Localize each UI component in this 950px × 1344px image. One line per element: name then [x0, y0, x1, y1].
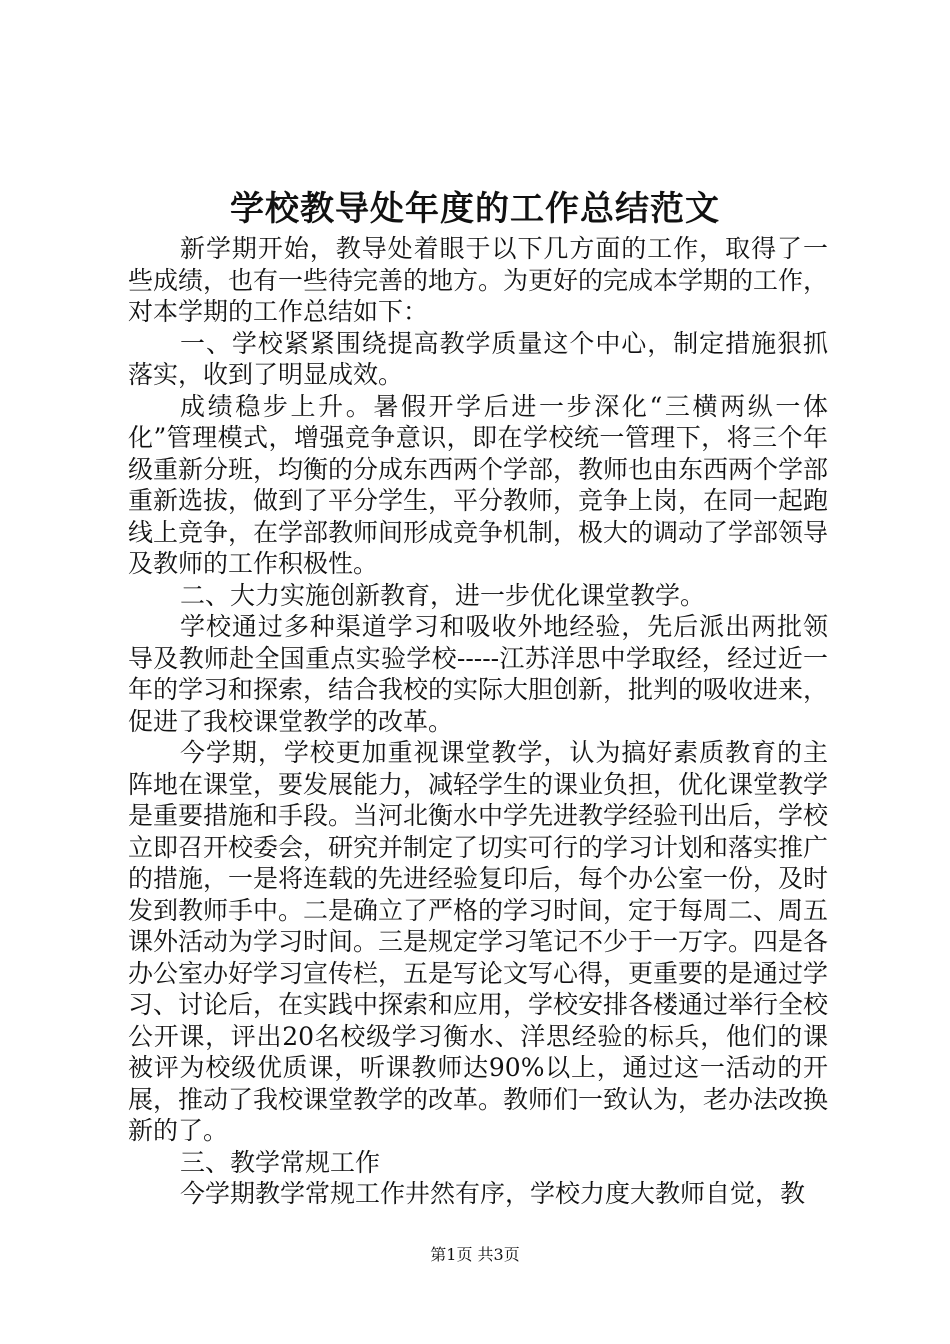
- page-footer: 第1页 共3页: [430, 1245, 520, 1264]
- paragraph-results: 成绩稳步上升。暑假开学后进一步深化“三横两纵一体化”管理模式，增强竞争意识，即在学校统一管理下，将三个年级重新分班，均衡的分成东西两个学部，教师也由东西两个学部重新选拔，做到了平分学生，平分教师，竞争上岗，在同一起跑线上竞争，在学部教师间形成竞争机制，极大的调动了学部领导及教师的工作积极性。: [128, 391, 829, 578]
- paragraph-this-term: 今学期，学校更加重视课堂教学，认为搞好素质教育的主阵地在课堂，要发展能力，减轻学生的课业负担，优化课堂教学是重要措施和手段。当河北衡水中学先进教学经验刊出后，学校立即召开校委会，研究并制定了切实可行的学习计划和落实推广的措施，一是将连载的先进经验复印后，每个办公室一份，及时发到教师手中。二是确立了严格的学习时间，定于每周二、周五课外活动为学习时间。三是规定学习笔记不少于一万字。四是各办公室办好学习宣传栏，五是写论文写心得，更重要的是通过学习、讨论后，在实践中探索和应用，学校安排各楼通过举行全校公开课，评出20名校级学习衡水、洋思经验的标兵，他们的课被评为校级优质课，听课教师达90%以上，通过这一活动的开展，推动了我校课堂教学的改革。教师们一致认为，老办法改换新的了。: [128, 738, 829, 1145]
- document-body: [128, 233, 828, 1210]
- paragraph-routine: 今学期教学常规工作井然有序，学校力度大教师自觉，教: [180, 1179, 806, 1208]
- heading-section-1: 一、学校紧紧围绕提高教学质量这个中心，制定措施狠抓落实，收到了明显成效。: [128, 328, 828, 389]
- paragraph-learning: 学校通过多种渠道学习和吸收外地经验，先后派出两批领导及教师赴全国重点实验学校-----江苏洋思中学取经，经过近一年的学习和探索，结合我校的实际大胆创新，批判的吸收进来，促进了我校课堂教学的改革。: [128, 612, 829, 736]
- heading-section-3: 三、教学常规工作: [180, 1147, 381, 1177]
- paragraph-intro: 新学期开始，教导处着眼于以下几方面的工作，取得了一些成绩，也有一些待完善的地方。为更好的完成本学期的工作，对本学期的工作总结如下：: [128, 234, 829, 326]
- document-title: 学校教导处年度的工作总结范文: [230, 189, 720, 229]
- heading-section-2: 二、大力实施创新教育，进一步优化课堂教学。: [180, 580, 706, 610]
